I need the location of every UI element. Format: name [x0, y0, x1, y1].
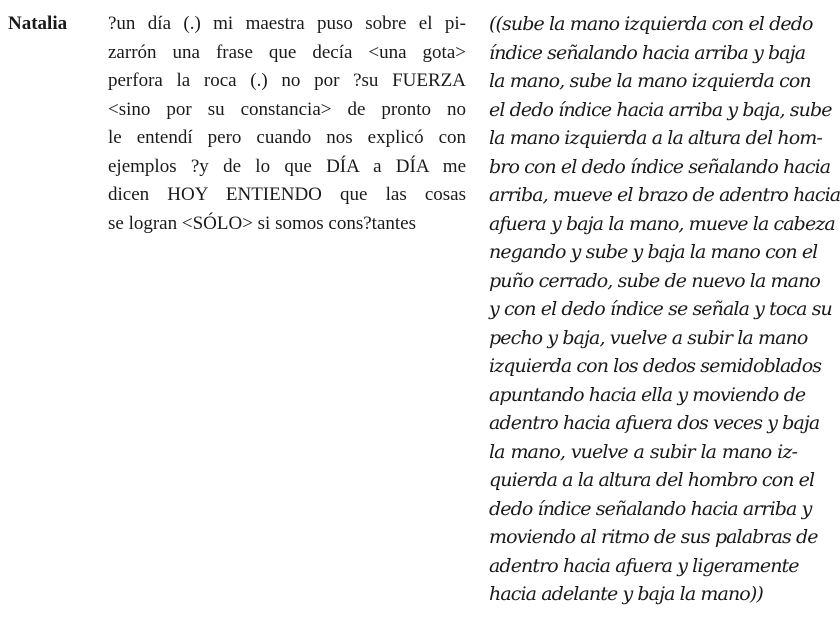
gesture-line: negando y sube y baja la mano con el: [489, 241, 818, 263]
gesture-line: afuera y baja la mano, mueve la cabeza: [489, 212, 835, 235]
gesture-line: quierda a la altura del hombro con el: [489, 469, 815, 491]
utterance-line: dicen HOY ENTIENDO que las cosas: [108, 184, 466, 205]
utterance-line: zarrón una frase que decía <una gota>: [108, 41, 466, 63]
utterance-line: le entendí pero cuando nos explicó con: [108, 127, 466, 148]
gesture-line: adentro hacia afuera dos veces y baja: [489, 412, 820, 434]
gesture-line: apuntando hacia ella y moviendo de: [489, 383, 806, 406]
gesture-line: adentro hacia afuera y ligeramente: [489, 554, 799, 577]
gesture-description: [489, 10, 840, 609]
gesture-line: la mano, sube la mano izquierda con: [489, 70, 811, 92]
gesture-line: y con el dedo índice se señala y toca su: [489, 298, 832, 320]
gesture-line: el dedo índice hacia arriba y baja, sube: [489, 98, 832, 121]
gesture-line: la mano izquierda a la altura del hom-: [489, 127, 822, 149]
utterance-text: [108, 10, 466, 238]
gesture-line: ((sube la mano izquierda con el dedo: [489, 13, 813, 35]
gesture-line: moviendo al ritmo de sus palabras de: [489, 526, 818, 548]
speaker-name: Natalia: [8, 13, 68, 34]
gesture-line: arriba, mueve el brazo de adentro hacia: [489, 184, 840, 206]
gesture-line: puño cerrado, sube de nuevo la mano: [489, 269, 820, 292]
gesture-line: índice señalando hacia arriba y baja: [489, 41, 806, 64]
gesture-line: izquierda con los dedos semidoblados: [489, 355, 822, 377]
gesture-line: pecho y baja, vuelve a subir la mano: [489, 326, 808, 349]
gesture-line: bro con el dedo índice señalando hacia: [489, 155, 831, 178]
gesture-line: hacia adelante y baja la mano)): [489, 583, 763, 605]
gesture-line: la mano, vuelve a subir la mano iz-: [489, 440, 797, 463]
utterance-line: ?un día (.) mi maestra puso sobre el pi-: [108, 13, 466, 34]
utterance-line: <sino por su constancia> de pronto no: [108, 98, 466, 120]
utterance-line: se logran <SÓLO> si somos cons?tantes: [108, 212, 416, 234]
utterance-line: ejemplos ?y de lo que DÍA a DÍA me: [108, 155, 466, 177]
gesture-line: dedo índice señalando hacia arriba y: [489, 497, 812, 520]
utterance-line: perfora la roca (.) no por ?su FUERZA: [108, 70, 466, 91]
